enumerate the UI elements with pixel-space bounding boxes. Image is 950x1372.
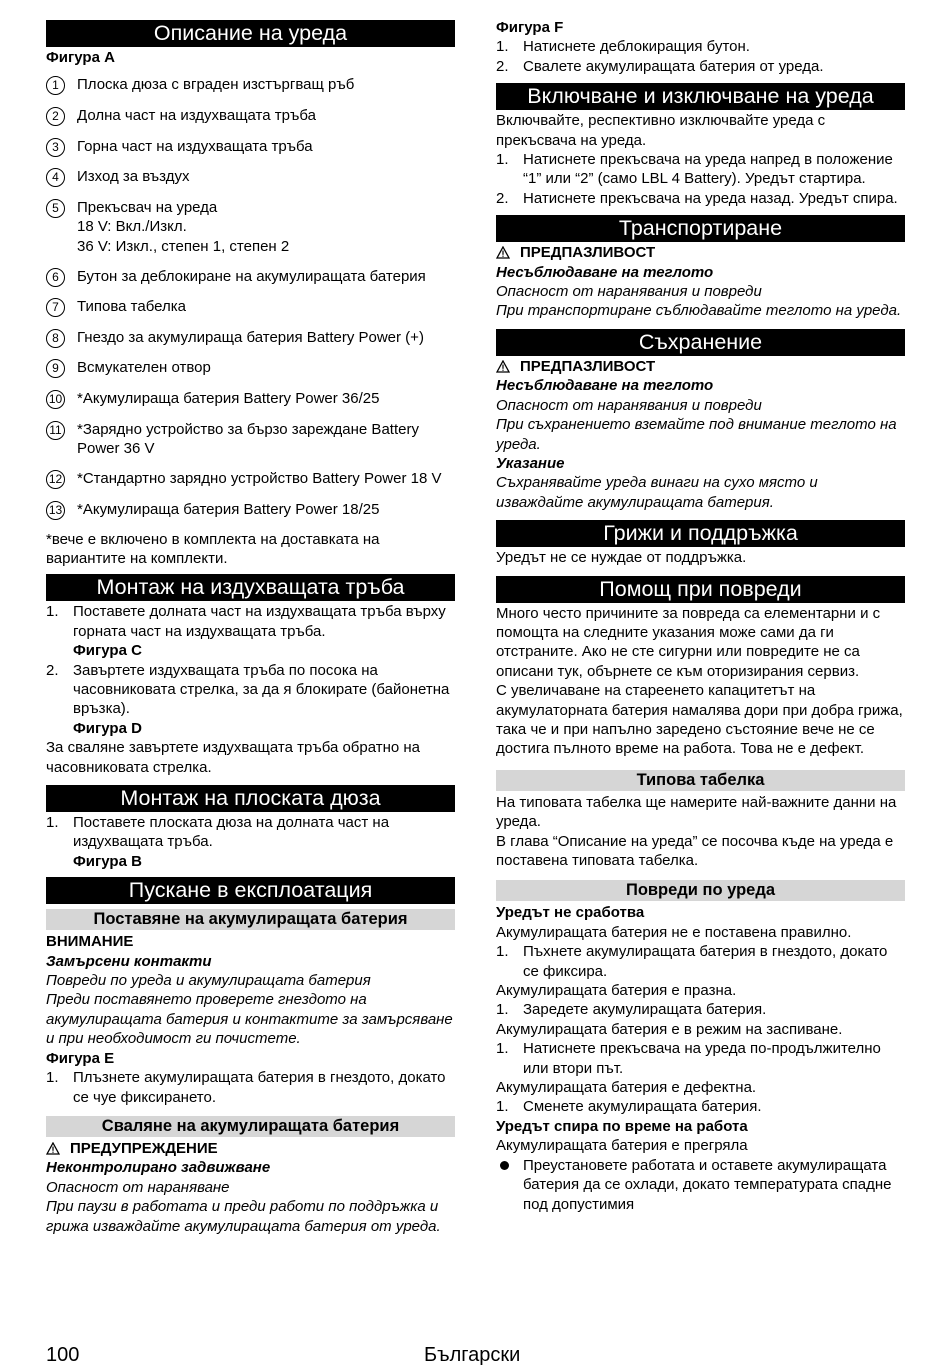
section-heading-description: Описание на уреда [46, 20, 455, 47]
step-text: Натиснете прекъсвача на уреда напред в положение “1” или “2” (само LBL 4 Battery). Уредът стартира. [523, 151, 893, 188]
legend-item [46, 469, 455, 489]
list-number: 1. [46, 814, 59, 832]
uncontrolled-text: При паузи в работата и преди работи по поддръжка и грижа изваждайте акумулиращата батерия от уреда. [46, 1198, 441, 1235]
injury-risk-text: Опасност от нараняване [46, 1178, 230, 1196]
list-number: 1. [496, 1040, 509, 1058]
language-label: Български [424, 1344, 521, 1366]
step-text: Плъзнете акумулиращата батерия в гнездото, докато се чуе фиксирането. [73, 1069, 446, 1106]
weight-title: Несъблюдаване на теглото [496, 263, 714, 281]
list-number: 1. [46, 1069, 59, 1087]
injury-damage-text: Опасност от наранявания и повреди [496, 283, 762, 301]
legend-text: Плоска дюза с вграден изстъргващ ръб [77, 76, 355, 94]
legend-item [46, 198, 455, 256]
list-item [496, 1097, 905, 1116]
legend-text: Изход за въздух [77, 168, 190, 186]
storage-note: Съхранявайте уреда винаги на сухо място и изваждайте акумулиращата батерия. [496, 474, 818, 511]
list-number: 1. [46, 603, 59, 621]
section-heading-transport: Транспортиране [496, 215, 905, 242]
list-number: 2. [46, 661, 59, 679]
step-text: Пъхнете акумулиращата батерия в гнездото, докато се фиксира. [523, 943, 888, 980]
uncontrolled-title: Неконтролирано задвижване [46, 1159, 271, 1177]
fault-cause: Акумулиращата батерия е дефектна. [496, 1079, 757, 1097]
storage-text: При съхранението вземайте под внимание теглото на уреда. [496, 416, 897, 453]
list-item [46, 813, 455, 871]
step-text: Завъртете издухващата тръба по посока на часовниковата стрелка, за да я блокирате (байонетна връзка). [73, 661, 450, 718]
figure-c-label: Фигура C [73, 642, 142, 660]
transport-text: При транспортиране съблюдавайте теглото на уреда. [496, 302, 902, 320]
step-text: Натиснете деблокиращия бутон. [523, 38, 750, 56]
fault-cause: Акумулиращата батерия е прегряла [496, 1137, 748, 1155]
right-column [496, 18, 905, 1214]
item-number-badge: 5 [46, 199, 65, 218]
help-text-2: С увеличаване на стареенето капацитетът на акумулаторната батерия намалява дори при добра грижа, така че и при напълно заредено състояние вече не се достига пълното време на работа. Това не е дефект. [496, 682, 903, 758]
bullet-item [496, 1156, 905, 1214]
legend-item [46, 358, 455, 378]
dirty-contacts-title: Замърсени контакти [46, 952, 212, 970]
list-item [496, 57, 905, 76]
legend-item [46, 167, 455, 187]
list-item [46, 661, 455, 739]
list-number: 1. [496, 38, 509, 56]
plate-text-1: На типовата табелка ще намерите най-важните данни на уреда. [496, 793, 897, 831]
item-number-badge: 8 [46, 329, 65, 348]
warning-label: ПРЕДУПРЕЖДЕНИЕ [70, 1139, 218, 1157]
legend-text: *Стандартно зарядно устройство Battery Power 18 V [77, 469, 442, 487]
legend-item [46, 500, 455, 520]
legend-item [46, 106, 455, 126]
warning-line [46, 1139, 455, 1158]
legend-text: *Зарядно устройство за бързо зареждане Battery Power 36 V [77, 420, 419, 457]
remove-tube-text: За сваляне завъртете издухващата тръба обратно на часовниковата стрелка. [46, 739, 421, 776]
caution-label: ПРЕДПАЗЛИВОСТ [520, 244, 656, 262]
legend-item [46, 137, 455, 157]
legend-item [46, 328, 455, 348]
care-text: Уредът не се нуждае от поддръжка. [496, 549, 747, 567]
list-number: 2. [496, 189, 509, 207]
legend-note: *вече е включено в комплекта на доставката на вариантите на комплекти. [46, 530, 380, 567]
item-number-badge: 12 [46, 470, 65, 489]
list-number: 1. [496, 943, 509, 961]
step-text: Натиснете прекъсвача на уреда по-продължително или втори път. [523, 1040, 881, 1077]
list-item [496, 1000, 905, 1019]
fault-cause: Акумулиращата батерия е в режим на заспиване. [496, 1020, 843, 1038]
section-heading-care: Грижи и поддръжка [496, 520, 905, 547]
fault-cause: Акумулиращата батерия не е поставена правилно. [496, 923, 852, 941]
legend-item [46, 297, 455, 317]
dirty-contacts-text: Преди поставянето проверете гнездото на акумулиращата батерия и контактите за замърсяване и при необходимост ги почистете. [46, 991, 453, 1048]
list-item [46, 602, 455, 660]
item-number-badge: 2 [46, 107, 65, 126]
item-number-badge: 7 [46, 298, 65, 317]
legend-text: Всмукателен отвор [77, 359, 211, 377]
list-number: 2. [496, 57, 509, 75]
fault-cause: Акумулиращата батерия е празна. [496, 982, 737, 1000]
item-number-badge: 11 [46, 421, 65, 440]
legend-item [46, 420, 455, 459]
section-heading-mount-tube: Монтаж на издухващата тръба [46, 574, 455, 601]
figure-f-label: Фигура F [496, 19, 564, 36]
legend-text: Горна част на издухващата тръба [77, 137, 313, 155]
page-footer [46, 1344, 906, 1370]
figure-b-label: Фигура B [73, 852, 142, 870]
dirty-contacts-risk: Повреди по уреда и акумулиращата батерия [46, 972, 371, 990]
attention-label: ВНИМАНИЕ [46, 933, 134, 951]
list-number: 1. [496, 151, 509, 169]
page-number: 100 [46, 1344, 80, 1366]
item-number-badge: 4 [46, 168, 65, 187]
step-text: Натиснете прекъсвача на уреда назад. Уредът спира. [523, 189, 898, 207]
help-text-1: Много често причините за повреда са елементарни и с помощта на следните указания може сами да ги отстраните. Ако не сте сигурни или повредите не са описани тук, обърнете се към оторизирания сервиз. [496, 604, 881, 680]
figure-d-label: Фигура D [73, 719, 142, 737]
item-number-badge: 3 [46, 138, 65, 157]
list-item [496, 942, 905, 981]
section-heading-help: Помощ при повреди [496, 576, 905, 603]
parts-legend [46, 75, 455, 519]
section-heading-mount-nozzle: Монтаж на плоската дюза [46, 785, 455, 812]
legend-text: Бутон за деблокиране на акумулиращата батерия [77, 267, 426, 285]
step-text: Свалете акумулиращата батерия от уреда. [523, 57, 824, 75]
step-text: Поставете плоската дюза на долната част на издухващата тръба. [73, 814, 390, 851]
figure-a-label: Фигура A [46, 49, 115, 66]
list-item [46, 1068, 455, 1107]
step-text: Поставете долната част на издухващата тръба върху горната част на издухващата тръба. [73, 603, 446, 640]
legend-text: Гнездо за акумулираща батерия Battery Power (+) [77, 328, 424, 346]
item-number-badge: 6 [46, 268, 65, 287]
legend-text: Типова табелка [77, 298, 186, 316]
subheading-type-plate: Типова табелка [496, 770, 905, 791]
legend-text: *Акумулираща батерия Battery Power 36/25 [77, 389, 380, 407]
item-number-badge: 10 [46, 390, 65, 409]
warning-triangle-icon [496, 246, 510, 259]
left-column [46, 18, 455, 1236]
legend-item [46, 389, 455, 409]
list-item [496, 189, 905, 208]
step-text: Сменете акумулиращата батерия. [523, 1098, 762, 1116]
list-number: 1. [496, 1098, 509, 1116]
injury-damage-text: Опасност от наранявания и повреди [496, 396, 762, 414]
legend-text: Прекъсвач на уреда 18 V: Вкл./Изкл. 36 V: Изкл., степен 1, степен 2 [77, 198, 290, 255]
caution-line [496, 243, 905, 262]
item-number-badge: 1 [46, 76, 65, 95]
list-number: 1. [496, 1001, 509, 1019]
onoff-intro: Включвайте, респективно изключвайте уреда с прекъсвача на уреда. [496, 112, 826, 149]
caution-label: ПРЕДПАЗЛИВОСТ [520, 357, 656, 375]
section-heading-storage: Съхранение [496, 329, 905, 356]
item-number-badge: 13 [46, 501, 65, 520]
section-heading-onoff: Включване и изключване на уреда [496, 83, 905, 110]
bullet-icon [496, 1156, 523, 1214]
warning-triangle-icon [46, 1142, 60, 1155]
plate-text-2: В глава “Описание на уреда” се посочва къде на уреда е поставена типовата табелка. [496, 832, 894, 869]
list-item [496, 1039, 905, 1078]
legend-item [46, 267, 455, 287]
step-text: Заредете акумулиращата батерия. [523, 1001, 767, 1019]
section-heading-start: Пускане в експлоатация [46, 877, 455, 904]
subheading-faults: Повреди по уреда [496, 880, 905, 901]
legend-text: Долна част на издухващата тръба [77, 107, 316, 124]
figure-e-label: Фигура E [46, 1049, 115, 1067]
caution-line [496, 357, 905, 376]
item-number-badge: 9 [46, 359, 65, 378]
subheading-remove-battery: Сваляне на акумулиращата батерия [46, 1116, 455, 1137]
legend-item [46, 75, 455, 95]
subheading-insert-battery: Поставяне на акумулиращата батерия [46, 909, 455, 930]
list-item [496, 150, 905, 189]
list-item [496, 37, 905, 56]
step-text: Преустановете работата и оставете акумулиращата батерия да се охлади, докато температурата спадне под допустимия [523, 1156, 892, 1213]
weight-title: Несъблюдаване на теглото [496, 377, 714, 395]
fault-title-no-start: Уредът не сработва [496, 904, 645, 922]
note-label: Указание [496, 454, 565, 472]
warning-triangle-icon [496, 360, 510, 373]
fault-title-stops: Уредът спира по време на работа [496, 1117, 748, 1135]
legend-text: *Акумулираща батерия Battery Power 18/25 [77, 500, 380, 518]
